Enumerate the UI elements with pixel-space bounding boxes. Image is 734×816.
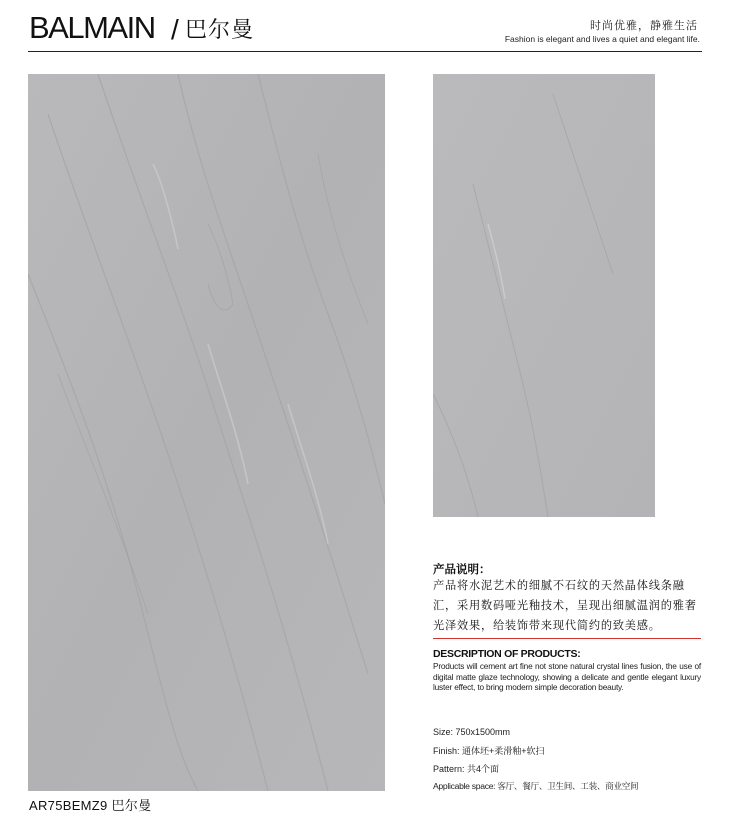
tile-image-large bbox=[28, 74, 385, 791]
spec-pattern: Pattern: 共4个面 bbox=[433, 764, 500, 774]
slogan-en: Fashion is elegant and lives a quiet and elegant life. bbox=[504, 34, 700, 44]
description-body-en: Products will cement art fine not stone natural crystal lines fusion, the use of digital matte glaze technology, showing a delicate and gentle elegant luxury luster effect, to bring modern simple decoration beauty. bbox=[433, 661, 701, 693]
spec-size: Size: 750x1500mm bbox=[433, 727, 511, 737]
brand-name: BALMAIN bbox=[29, 10, 155, 45]
section-divider bbox=[433, 638, 701, 639]
brand-separator: / bbox=[171, 14, 179, 45]
tile-texture-small bbox=[433, 74, 655, 517]
header-divider bbox=[28, 51, 702, 52]
spec-applicable-space: Applicable space: 客厅、餐厅、卫生间、工装、商业空间 bbox=[433, 781, 639, 791]
description-body-cn: 产品将水泥艺术的细腻不石纹的天然晶体线条融汇，采用数码哑光釉技术，呈现出细腻温润的雅奢光泽效果，给装饰带来现代简约的致美感。 bbox=[433, 580, 697, 632]
spec-finish: Finish: 通体坯+柔滑釉+软扫 bbox=[433, 746, 545, 756]
description-title-cn: 产品说明： bbox=[433, 564, 491, 576]
description-title-en: DESCRIPTION OF PRODUCTS: bbox=[433, 648, 581, 660]
slogan-cn: 时尚优雅，静雅生活 bbox=[590, 20, 698, 32]
brand-name-cn: 巴尔曼 bbox=[185, 17, 255, 42]
tile-image-small bbox=[433, 74, 655, 517]
product-code: AR75BEMZ9 巴尔曼 bbox=[29, 798, 152, 813]
tile-texture-large bbox=[28, 74, 385, 791]
